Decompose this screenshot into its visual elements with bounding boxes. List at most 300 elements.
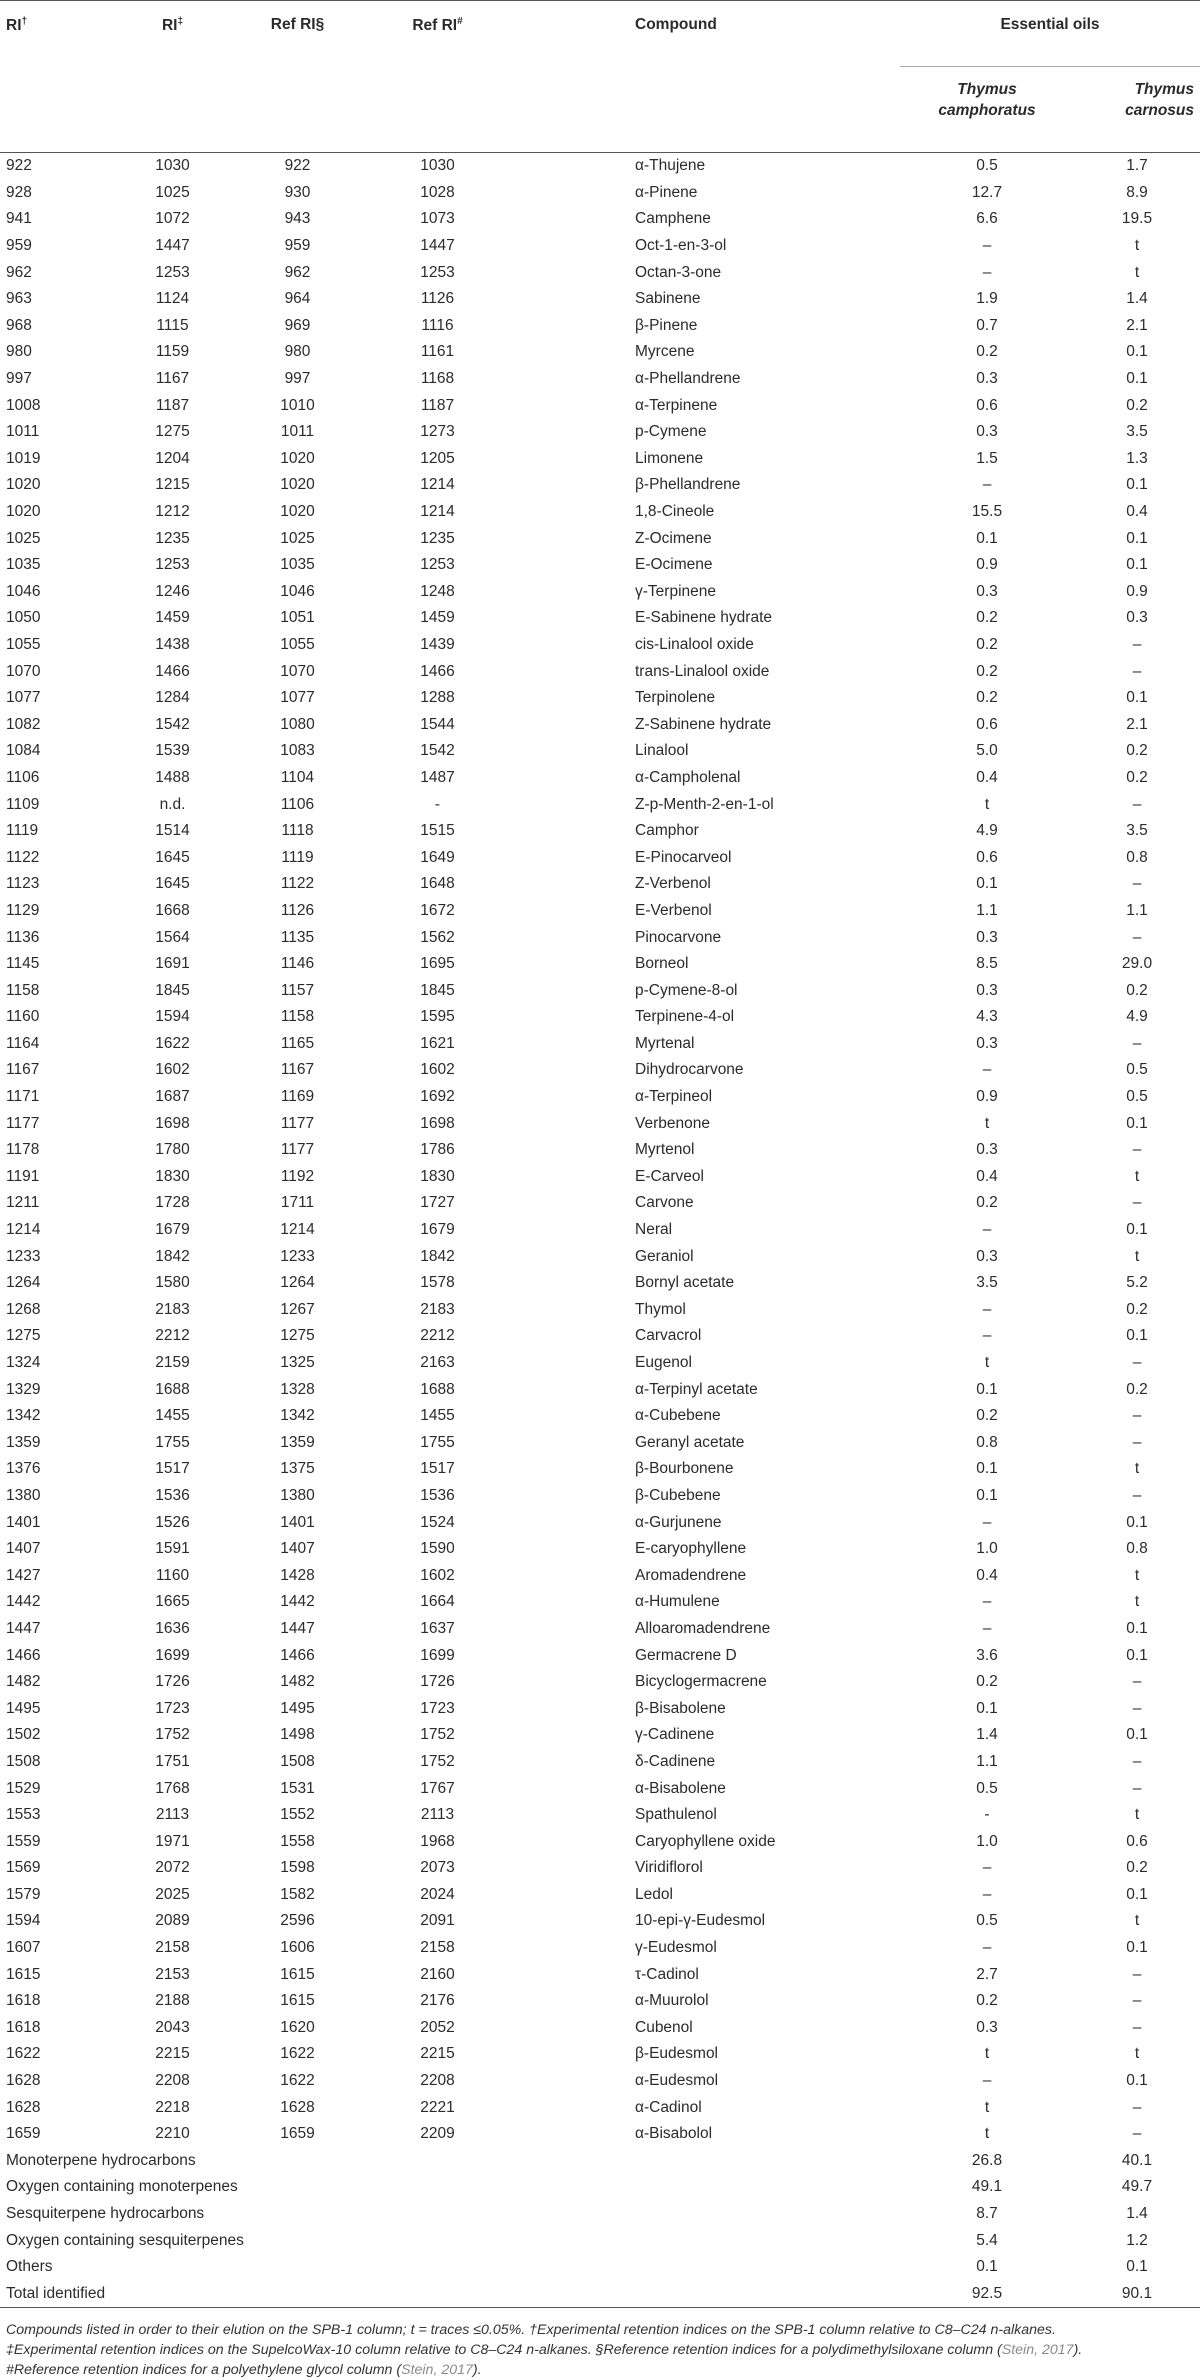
cell-ri-wax: 1160 <box>155 1566 190 1584</box>
cell-compound: α-Terpinene <box>635 396 718 414</box>
cell-ri-wax: 1187 <box>155 396 190 414</box>
cell-ref-ri-pdms: 1167 <box>280 1061 315 1079</box>
cell-thymus-carnosus: t <box>1134 1566 1140 1584</box>
cell-compound: Z-Ocimene <box>635 529 712 547</box>
cell-thymus-carnosus: – <box>1132 1433 1142 1451</box>
cell-ri-spb1: 1495 <box>6 1699 41 1717</box>
cell-thymus-carnosus: – <box>1132 928 1142 946</box>
header-ref-ri-pdms: Ref RI§ <box>225 1 370 67</box>
cell-ref-ri-peg: 1542 <box>420 742 455 760</box>
cell-thymus-camphoratus: 2.7 <box>976 1965 998 1983</box>
table-row <box>0 1456 1200 1483</box>
cell-ri-spb1: 1011 <box>6 423 40 441</box>
cell-ri-spb1: 1559 <box>6 1832 41 1850</box>
cell-thymus-camphoratus: 12.7 <box>971 183 1003 201</box>
cell-ri-spb1: 1191 <box>6 1167 40 1185</box>
cell-ref-ri-pdms: 1077 <box>280 689 315 707</box>
cell-ref-ri-peg: 1439 <box>420 635 455 653</box>
summary-row <box>0 2281 1200 2308</box>
cell-ri-spb1: 1442 <box>6 1593 41 1611</box>
cell-thymus-carnosus: t <box>1134 237 1140 255</box>
cell-compound: Geraniol <box>635 1247 694 1265</box>
cell-ri-spb1: 1618 <box>6 1992 41 2010</box>
table-row <box>0 446 1200 473</box>
cell-thymus-camphoratus: 0.3 <box>976 2018 998 2036</box>
table-row <box>0 313 1200 340</box>
cell-ri-spb1: 1084 <box>6 742 41 760</box>
cell-ref-ri-peg: 1562 <box>420 928 455 946</box>
cell-ref-ri-peg: 1679 <box>420 1221 455 1239</box>
cell-ri-spb1: 1447 <box>6 1619 41 1637</box>
summary-thymus-carnosus: 1.2 <box>1126 2231 1148 2249</box>
cell-thymus-carnosus: 0.3 <box>1126 609 1148 627</box>
cell-thymus-camphoratus: – <box>982 263 992 281</box>
cell-ref-ri-peg: 1517 <box>420 1460 455 1478</box>
cell-ref-ri-peg: 1637 <box>420 1619 455 1637</box>
table-row <box>0 632 1200 659</box>
cell-ri-spb1: 928 <box>6 183 32 201</box>
cell-compound: α-Terpinyl acetate <box>635 1380 758 1398</box>
footnote-line-3: #Reference retention indices for a polyethylene glycol column (Stein, 2017). <box>6 2362 482 2379</box>
cell-compound: Carvacrol <box>635 1327 702 1345</box>
cell-ri-wax: 1591 <box>155 1540 190 1558</box>
cell-ri-spb1: 1008 <box>6 396 41 414</box>
cell-thymus-camphoratus: 4.3 <box>976 1008 998 1026</box>
table-footnote <box>0 2308 1200 2380</box>
cell-ri-spb1: 1268 <box>6 1300 41 1318</box>
cell-ri-spb1: 1050 <box>6 609 41 627</box>
cell-thymus-camphoratus: 5.0 <box>976 742 998 760</box>
cell-ref-ri-pdms: 1531 <box>280 1779 315 1797</box>
table-row <box>0 1350 1200 1377</box>
cell-thymus-carnosus: 0.2 <box>1126 742 1148 760</box>
cell-thymus-carnosus: – <box>1132 2018 1142 2036</box>
cell-ref-ri-pdms: 1165 <box>280 1034 315 1052</box>
cell-ri-wax: 2072 <box>155 1859 190 1877</box>
cell-ref-ri-peg: 1187 <box>420 396 455 414</box>
cell-thymus-camphoratus: 0.4 <box>976 1566 998 1584</box>
cell-ri-wax: 1025 <box>155 183 190 201</box>
cell-ri-spb1: 1628 <box>6 2098 41 2116</box>
cell-ri-spb1: 1211 <box>6 1194 40 1212</box>
cell-compound: Dihydrocarvone <box>635 1061 744 1079</box>
cell-ri-spb1: 1628 <box>6 2072 41 2090</box>
cell-thymus-camphoratus: 0.2 <box>976 1194 998 1212</box>
cell-ref-ri-peg: 1842 <box>420 1247 455 1265</box>
cell-thymus-camphoratus: 1.4 <box>976 1726 998 1744</box>
table-row <box>0 1057 1200 1084</box>
cell-ri-spb1: 1122 <box>6 848 40 866</box>
cell-compound: α-Bisabolene <box>635 1779 726 1797</box>
cell-thymus-carnosus: 0.1 <box>1126 1513 1148 1531</box>
cell-ref-ri-pdms: 1582 <box>280 1885 315 1903</box>
cell-thymus-carnosus: 8.9 <box>1126 183 1148 201</box>
cell-ri-spb1: 1164 <box>6 1034 40 1052</box>
cell-ref-ri-pdms: 922 <box>284 157 311 175</box>
table-row <box>0 1562 1200 1589</box>
table-row <box>0 1376 1200 1403</box>
table-row <box>0 233 1200 260</box>
cell-compound: E-Carveol <box>635 1167 704 1185</box>
cell-ri-spb1: 1275 <box>6 1327 41 1345</box>
table-row <box>0 1536 1200 1563</box>
table-row <box>0 1935 1200 1962</box>
cell-thymus-carnosus: 1.7 <box>1126 157 1148 175</box>
cell-ref-ri-peg: 1767 <box>420 1779 455 1797</box>
table-row <box>0 579 1200 606</box>
citation-link[interactable]: Stein, 2017 <box>401 2362 473 2379</box>
cell-ref-ri-peg: 1253 <box>420 556 455 574</box>
cell-ri-wax: 1539 <box>155 742 190 760</box>
cell-ri-wax: 1687 <box>155 1088 190 1106</box>
cell-ri-spb1: 1401 <box>6 1513 41 1531</box>
cell-ri-spb1: 1329 <box>6 1380 41 1398</box>
cell-ref-ri-peg: - <box>434 795 441 813</box>
cell-thymus-camphoratus: 0.7 <box>976 316 998 334</box>
cell-thymus-carnosus: t <box>1134 263 1140 281</box>
table-row <box>0 1616 1200 1643</box>
table-row <box>0 1137 1200 1164</box>
cell-compound: Viridiflorol <box>635 1859 703 1877</box>
cell-thymus-camphoratus: 0.3 <box>976 1247 998 1265</box>
cell-thymus-camphoratus: 0.2 <box>976 343 998 361</box>
table-row <box>0 605 1200 632</box>
cell-ref-ri-pdms: 1146 <box>280 955 315 973</box>
cell-thymus-camphoratus: 1.0 <box>976 1540 998 1558</box>
cell-thymus-carnosus: 0.1 <box>1126 1221 1148 1239</box>
cell-compound: Linalool <box>635 742 689 760</box>
cell-thymus-carnosus: 0.1 <box>1126 529 1148 547</box>
cell-ref-ri-peg: 1447 <box>420 237 455 255</box>
cell-ri-wax: 1728 <box>155 1194 190 1212</box>
cell-ref-ri-peg: 2215 <box>420 2045 455 2063</box>
cell-ref-ri-pdms: 1407 <box>280 1540 315 1558</box>
cell-ref-ri-pdms: 1447 <box>280 1619 315 1637</box>
summary-thymus-camphoratus: 26.8 <box>971 2151 1003 2169</box>
cell-ref-ri-pdms: 1328 <box>280 1380 315 1398</box>
cell-compound: E-Verbenol <box>635 901 712 919</box>
cell-ri-wax: 1830 <box>155 1167 190 1185</box>
cell-ri-wax: 1212 <box>155 503 190 521</box>
cell-thymus-camphoratus: 0.2 <box>976 1407 998 1425</box>
cell-ref-ri-peg: 1248 <box>420 582 455 600</box>
cell-ri-wax: 1447 <box>155 237 190 255</box>
table-row <box>0 339 1200 366</box>
cell-thymus-camphoratus: 0.1 <box>976 1486 998 1504</box>
cell-ref-ri-peg: 1648 <box>420 875 455 893</box>
cell-ref-ri-peg: 1205 <box>420 449 455 467</box>
cell-thymus-camphoratus: t <box>984 2098 990 2116</box>
cell-ri-wax: 1438 <box>155 635 190 653</box>
cell-compound: E-Ocimene <box>635 556 713 574</box>
cell-ref-ri-pdms: 1157 <box>280 981 315 999</box>
table-row <box>0 1190 1200 1217</box>
cell-compound: Myrtenal <box>635 1034 695 1052</box>
cell-ref-ri-peg: 1845 <box>420 981 455 999</box>
cell-ri-wax: 2188 <box>155 1992 190 2010</box>
cell-ri-wax: 1115 <box>156 316 189 334</box>
cell-compound: τ-Cadinol <box>635 1965 699 1983</box>
cell-ref-ri-pdms: 1711 <box>280 1194 315 1212</box>
cell-ref-ri-peg: 1161 <box>420 343 455 361</box>
cell-thymus-camphoratus: 0.2 <box>976 662 998 680</box>
cell-compound: γ-Terpinene <box>635 582 716 600</box>
cell-ref-ri-pdms: 1192 <box>280 1167 315 1185</box>
cell-thymus-carnosus: 2.1 <box>1126 715 1148 733</box>
footnote-line-2: ‡Experimental retention indices on the SupelcoWax-10 column relative to C8–C24 n-alkanes. §Reference retention indices for a polydimethylsiloxane column (Stein, 2017). <box>6 2342 1083 2359</box>
cell-compound: 1,8-Cineole <box>635 503 715 521</box>
cell-ri-spb1: 1123 <box>6 875 40 893</box>
cell-ref-ri-pdms: 1177 <box>280 1141 315 1159</box>
cell-ref-ri-peg: 1726 <box>420 1673 455 1691</box>
cell-ref-ri-peg: 2113 <box>420 1806 455 1824</box>
cell-ri-spb1: 1129 <box>6 901 40 919</box>
cell-ref-ri-peg: 2158 <box>420 1939 455 1957</box>
cell-ref-ri-pdms: 1615 <box>280 1992 315 2010</box>
cell-ref-ri-peg: 1723 <box>420 1699 455 1717</box>
cell-thymus-carnosus: 0.1 <box>1126 1327 1148 1345</box>
cell-compound: Borneol <box>635 955 689 973</box>
table-row <box>0 977 1200 1004</box>
cell-thymus-carnosus: – <box>1132 875 1142 893</box>
cell-thymus-carnosus: 0.1 <box>1126 343 1148 361</box>
cell-thymus-camphoratus: t <box>984 1354 990 1372</box>
cell-thymus-camphoratus: 0.5 <box>976 157 998 175</box>
cell-ri-wax: 1845 <box>155 981 190 999</box>
cell-ri-spb1: 1324 <box>6 1354 41 1372</box>
cell-thymus-carnosus: 1.1 <box>1126 901 1148 919</box>
cell-ref-ri-peg: 1752 <box>420 1752 455 1770</box>
cell-thymus-camphoratus: t <box>984 2125 990 2143</box>
table-row <box>0 2068 1200 2095</box>
cell-ri-wax: 1971 <box>155 1832 190 1850</box>
cell-compound: Sabinene <box>635 290 701 308</box>
cell-thymus-carnosus: 0.2 <box>1126 1380 1148 1398</box>
table-row <box>0 844 1200 871</box>
cell-ref-ri-pdms: 1070 <box>280 662 315 680</box>
table-row <box>0 1695 1200 1722</box>
cell-ref-ri-peg: 1028 <box>420 183 455 201</box>
table-row <box>0 1882 1200 1909</box>
cell-thymus-camphoratus: – <box>982 1221 992 1239</box>
cell-ri-spb1: 1342 <box>6 1407 41 1425</box>
cell-thymus-camphoratus: 0.6 <box>976 396 998 414</box>
cell-compound: α-Muurolol <box>635 1992 709 2010</box>
cell-thymus-camphoratus: 3.5 <box>976 1274 998 1292</box>
cell-thymus-camphoratus: – <box>982 1300 992 1318</box>
cell-compound: cis-Linalool oxide <box>635 635 754 653</box>
cell-ref-ri-peg: 1544 <box>420 715 455 733</box>
cell-compound: Carvone <box>635 1194 694 1212</box>
table-row <box>0 153 1200 180</box>
cell-compound: Camphene <box>635 210 711 228</box>
cell-thymus-carnosus: 0.1 <box>1126 2072 1148 2090</box>
cell-ref-ri-pdms: 1214 <box>280 1221 315 1239</box>
summary-thymus-carnosus: 49.7 <box>1121 2178 1153 2196</box>
cell-thymus-camphoratus: 0.2 <box>976 635 998 653</box>
cell-thymus-camphoratus: 3.6 <box>976 1646 998 1664</box>
cell-thymus-camphoratus: – <box>982 1513 992 1531</box>
table-row <box>0 1323 1200 1350</box>
cell-thymus-camphoratus: 0.4 <box>976 768 998 786</box>
cell-ri-spb1: 1158 <box>6 981 40 999</box>
cell-ri-wax: 1459 <box>155 609 190 627</box>
cell-ref-ri-peg: 1168 <box>420 370 455 388</box>
summary-row <box>0 2201 1200 2228</box>
table-row <box>0 1802 1200 1829</box>
cell-compound: 10-epi-γ-Eudesmol <box>635 1912 766 1930</box>
cell-ri-wax: 1688 <box>155 1380 190 1398</box>
cell-ri-spb1: 963 <box>6 290 32 308</box>
cell-thymus-carnosus: t <box>1134 1806 1140 1824</box>
cell-ri-spb1: 1020 <box>6 476 41 494</box>
cell-ref-ri-peg: 1487 <box>420 768 455 786</box>
cell-ri-spb1: 1569 <box>6 1859 41 1877</box>
cell-thymus-camphoratus: 1.1 <box>976 901 998 919</box>
cell-thymus-camphoratus: - <box>984 1806 990 1824</box>
cell-ri-wax: 1215 <box>155 476 190 494</box>
cell-ri-wax: 1602 <box>155 1061 190 1079</box>
cell-ref-ri-pdms: 1615 <box>280 1965 315 1983</box>
cell-ri-spb1: 1615 <box>6 1965 41 1983</box>
cell-ref-ri-peg: 1253 <box>420 263 455 281</box>
cell-compound: γ-Eudesmol <box>635 1939 717 1957</box>
cell-compound: Z-Sabinene hydrate <box>635 715 772 733</box>
cell-ri-spb1: 1119 <box>6 822 39 840</box>
cell-thymus-carnosus: – <box>1132 1699 1142 1717</box>
cell-ri-spb1: 1553 <box>6 1806 41 1824</box>
cell-compound: Geranyl acetate <box>635 1433 745 1451</box>
table-row <box>0 818 1200 845</box>
cell-ri-spb1: 1077 <box>6 689 41 707</box>
table-row <box>0 2094 1200 2121</box>
cell-ri-spb1: 1177 <box>6 1114 40 1132</box>
cell-compound: p-Cymene-8-ol <box>635 981 738 999</box>
cell-ri-wax: 1284 <box>155 689 190 707</box>
cell-compound: Thymol <box>635 1300 686 1318</box>
cell-compound: β-Bourbonene <box>635 1460 734 1478</box>
cell-ri-wax: 1564 <box>155 928 190 946</box>
cell-ref-ri-pdms: 1620 <box>280 2018 315 2036</box>
cell-compound: β-Bisabolene <box>635 1699 726 1717</box>
cell-thymus-carnosus: – <box>1132 1673 1142 1691</box>
cell-ri-wax: 2153 <box>155 1965 190 1983</box>
cell-ref-ri-peg: 1672 <box>420 901 455 919</box>
cell-ref-ri-pdms: 1080 <box>280 715 315 733</box>
cell-ref-ri-pdms: 1622 <box>280 2072 315 2090</box>
table-row <box>0 1403 1200 1430</box>
cell-ref-ri-pdms: 1106 <box>280 795 315 813</box>
summary-label: Others <box>6 2258 53 2276</box>
cell-compound: α-Gurjunene <box>635 1513 722 1531</box>
header-essential-oils: Essential oils <box>900 1 1200 67</box>
cell-ref-ri-peg: 2024 <box>420 1885 455 1903</box>
summary-thymus-carnosus: 0.1 <box>1126 2258 1148 2276</box>
cell-ri-spb1: 1466 <box>6 1646 41 1664</box>
cell-ri-spb1: 959 <box>6 237 32 255</box>
cell-thymus-camphoratus: 0.3 <box>976 582 998 600</box>
cell-ri-wax: 1204 <box>155 449 190 467</box>
cell-thymus-camphoratus: 0.6 <box>976 848 998 866</box>
table-row <box>0 658 1200 685</box>
cell-ri-wax: 1668 <box>155 901 190 919</box>
table-row <box>0 1509 1200 1536</box>
cell-thymus-carnosus: – <box>1132 1486 1142 1504</box>
cell-ri-wax: 1679 <box>155 1221 190 1239</box>
cell-thymus-camphoratus: – <box>982 237 992 255</box>
cell-ref-ri-peg: 1578 <box>420 1274 455 1292</box>
cell-thymus-carnosus: – <box>1132 1034 1142 1052</box>
header-thymus-camphoratus: Thymus camphoratus <box>900 67 1074 153</box>
cell-ri-spb1: 997 <box>6 370 32 388</box>
cell-ref-ri-peg: 1602 <box>420 1061 455 1079</box>
cell-ref-ri-peg: 1273 <box>420 423 455 441</box>
cell-thymus-camphoratus: – <box>982 1619 992 1637</box>
table-row <box>0 1164 1200 1191</box>
table-row <box>0 180 1200 207</box>
cell-ref-ri-peg: 1727 <box>420 1194 455 1212</box>
table-row <box>0 765 1200 792</box>
cell-thymus-carnosus: – <box>1132 1965 1142 1983</box>
cell-thymus-carnosus: 3.5 <box>1126 822 1148 840</box>
summary-row <box>0 2174 1200 2201</box>
cell-thymus-camphoratus: 0.2 <box>976 689 998 707</box>
cell-thymus-carnosus: 0.9 <box>1126 582 1148 600</box>
cell-ri-spb1: 1160 <box>6 1008 40 1026</box>
cell-ref-ri-peg: 1695 <box>420 955 455 973</box>
cell-thymus-camphoratus: – <box>982 2072 992 2090</box>
cell-thymus-camphoratus: 0.1 <box>976 529 998 547</box>
cell-ri-wax: 1235 <box>155 529 190 547</box>
cell-compound: Limonene <box>635 449 704 467</box>
summary-thymus-carnosus: 1.4 <box>1126 2205 1148 2223</box>
cell-ref-ri-peg: 2212 <box>420 1327 455 1345</box>
table-row <box>0 392 1200 419</box>
cell-compound: Cubenol <box>635 2018 693 2036</box>
cell-compound: Oct-1-en-3-ol <box>635 237 727 255</box>
table-row <box>0 1775 1200 1802</box>
cell-compound: Germacrene D <box>635 1646 737 1664</box>
cell-ri-spb1: 1167 <box>6 1061 40 1079</box>
cell-ref-ri-peg: 1968 <box>420 1832 455 1850</box>
cell-ref-ri-pdms: 1359 <box>280 1433 315 1451</box>
cell-ri-wax: 1488 <box>155 768 190 786</box>
cell-ref-ri-pdms: 1122 <box>280 875 315 893</box>
summary-thymus-camphoratus: 92.5 <box>900 2281 1074 2308</box>
footnote-line-1: Compounds listed in order to their elution on the SPB-1 column; t = traces ≤0.05%. †Experimental retention indices on the SPB-1 column relative to C8–C24 n-alkanes. <box>6 2322 1056 2339</box>
cell-thymus-carnosus: 0.2 <box>1126 981 1148 999</box>
cell-ri-spb1: 1594 <box>6 1912 41 1930</box>
cell-ri-wax: 1780 <box>155 1141 190 1159</box>
cell-ref-ri-pdms: 1104 <box>280 768 315 786</box>
table-row <box>0 1589 1200 1616</box>
table-row <box>0 1908 1200 1935</box>
cell-ref-ri-pdms: 1020 <box>280 503 315 521</box>
cell-ref-ri-peg: 1288 <box>420 689 455 707</box>
cell-ri-wax: 2043 <box>155 2018 190 2036</box>
table-header <box>0 1 1200 153</box>
citation-link[interactable]: Stein, 2017 <box>1001 2342 1074 2359</box>
cell-ref-ri-peg: 2052 <box>420 2018 455 2036</box>
cell-thymus-carnosus: – <box>1132 2125 1142 2143</box>
cell-ref-ri-pdms: 1051 <box>280 609 315 627</box>
table-row <box>0 1855 1200 1882</box>
cell-ri-wax: 2212 <box>155 1327 190 1345</box>
cell-ri-wax: 1514 <box>155 822 190 840</box>
cell-ref-ri-peg: 1621 <box>420 1034 455 1052</box>
cell-ri-spb1: 1482 <box>6 1673 41 1691</box>
cell-compound: Alloaromadendrene <box>635 1619 771 1637</box>
